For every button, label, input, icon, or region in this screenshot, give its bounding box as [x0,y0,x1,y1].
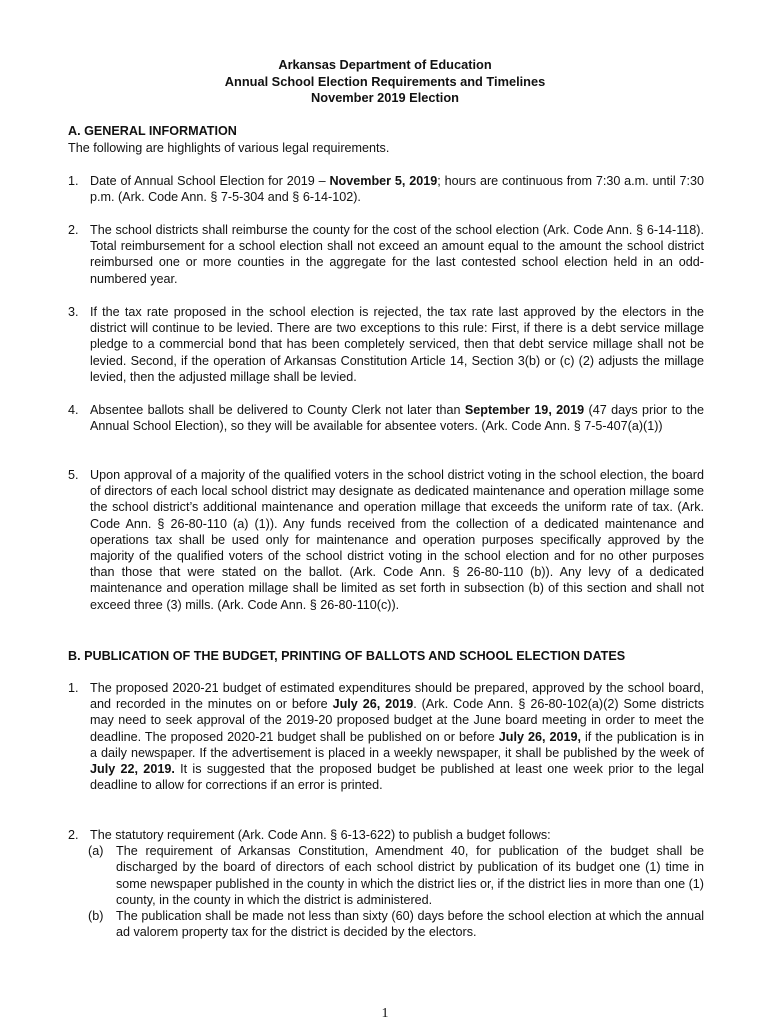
item-number: 3. [68,305,79,319]
item-text: Absentee ballots shall be delivered to County Clerk not later than September 19, 2019 (47 days prior to the Annual School Election), so they will be available for absentee voters. (Ark. Code Ann. § 7-5-407(a)(1)) [90,403,704,434]
sub-item-label: (b) [88,909,104,924]
item-number: 1. [68,681,79,695]
sub-item-text: The publication shall be made not less than sixty (60) days before the school election at which the annual ad valorem property tax for the district is decided by the electors. [116,909,704,940]
header-agency: Arkansas Department of Education [278,57,492,72]
election-date: November 5, 2019 [329,174,438,188]
absentee-deadline: September 19, 2019 [464,403,585,417]
section-b-item-1 [68,680,704,793]
document-header [0,57,770,107]
section-b-title: B. PUBLICATION OF THE BUDGET, PRINTING OF BALLOTS AND SCHOOL ELECTION DATES [68,649,626,663]
header-title: Annual School Election Requirements and Timelines [224,73,546,89]
item-text: The proposed 2020-21 budget of estimated expenditures should be prepared, approved by the school board, and recorded in the minutes on or before July 26, 2019. (Ark. Code Ann. § 26-80-102(a)(2) Some districts may need to seek approval of the 2019-20 proposed budget at the June board meeting in order to meet the deadline. The proposed 2020-21 budget shall be published on or before July 26, 2019, if the publication is in a daily newspaper. If the advertisement is placed in a weekly newspaper, it shall be published by the week of July 22, 2019. It is suggested that the proposed budget be published at least one week prior to the legal deadline to allow for corrections if an error is printed. [90,681,704,793]
item-number: 1. [68,174,79,188]
item-text: The statutory requirement (Ark. Code Ann. § 6-13-622) to publish a budget follows: [90,828,551,842]
section-b-item-2 [68,827,704,940]
section-a-item-1 [68,173,704,205]
section-a-item-4 [68,402,704,434]
header-election: November 2019 Election [311,90,459,106]
sub-item-label: (a) [88,844,104,859]
item-text: Upon approval of a majority of the qualified voters in the school district voting in the school election, the board of directors of each local school district may designate as dedicated maintenance and operation millage some the school district’s additional maintenance and operation millage that exceeds the uniform rate of tax. (Ark. Code Ann. § 26-80-110 (a) (1)). Any funds received from the collection of a dedicated maintenance and operations tax shall be used only for maintenance and operation purposes specifically approved by the majority of the qualified voters of the school district voting in the school election and for no other purposes than those that were stated on the ballot. (Ark. Code Ann. § 26-80-110 (b)). Any levy of a dedicated maintenance and operation millage shall be limited as set forth in subsection (b) of this section and shall not exceed three (3) mills. (Ark. Code Ann. § 26-80-110(c)). [90,468,704,612]
section-a-title: A. GENERAL INFORMATION [68,124,237,138]
item-text: If the tax rate proposed in the school election is rejected, the tax rate last approved by the electors in the district will continue to be levied. There are two exceptions to this rule: First, if there is a debt service millage pledge to a commercial bond that has been completely serviced, then that debt service millage shall not be levied. Second, if the operation of Arkansas Constitution Article 14, Section 3(b) or (c) (2) adjusts the millage levied, then the adjusted millage shall be levied. [90,305,704,384]
section-a-intro: The following are highlights of various legal requirements. [68,141,390,155]
item-text: Date of Annual School Election for 2019 – November 5, 2019; hours are continuous from 7:30 a.m. until 7:30 p.m. (Ark. Code Ann. § 7-5-304 and § 6-14-102). [90,174,704,205]
item-number: 2. [68,223,79,237]
page-number: 1 [381,1006,389,1021]
sub-item-a [68,843,704,908]
item-number: 5. [68,468,79,482]
sub-item-b [68,908,704,940]
section-a-item-2 [68,222,704,287]
item-text: The school districts shall reimburse the county for the cost of the school election (Ark. Code Ann. § 6-14-118). Total reimbursement for a school election shall not exceed an amount equal to the amount the school district reimbursed one or more counties in the aggregate for the last contested school election held in an odd-numbered year. [90,223,704,286]
section-a-item-3 [68,304,704,385]
item-number: 4. [68,403,79,417]
item-number: 2. [68,828,79,842]
section-a-item-5 [68,467,704,613]
sub-item-text: The requirement of Arkansas Constitution, Amendment 40, for publication of the budget shall be discharged by the board of directors of each school district by publication of its budget one (1) time in some newspaper published in the county in which the district lies or, if the district lies in more than one (1) county, in the county in which the district is administered. [116,844,705,907]
